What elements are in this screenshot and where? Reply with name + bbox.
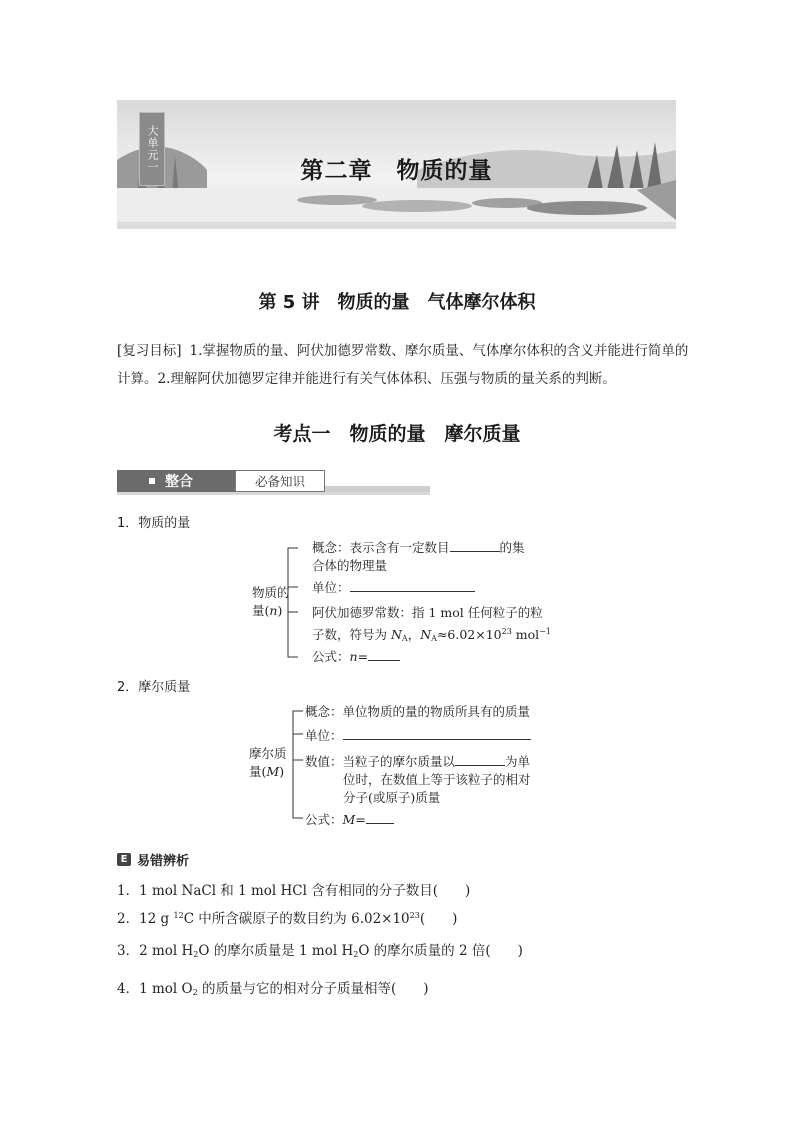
section1-root-line1: 物质的 [252,585,290,600]
zhenghe-section-bar [117,470,430,492]
section2-root-line2: 量(M) [249,764,285,779]
yicuo-item-4: 4．1 mol $O_2$ 的质量与它的相对分子质量相等( ) [117,981,429,997]
section1-concept: 概念：表示含有一定数目 的集 [312,540,525,555]
section2-concept: 概念：单位物质的量的物质所具有的质量 [305,704,531,719]
blank [343,727,531,740]
blank [366,811,394,824]
section2-heading: 2．摩尔质量 [117,680,191,695]
section1-formula: 公式：n= [312,647,400,667]
kaodian-title: 考点一 物质的量 摩尔质量 [273,423,521,445]
review-objectives [117,337,691,393]
blank [450,539,500,552]
zhenghe-label: 整合 [117,470,235,492]
chapter-title: 第二章 物质的量 [300,158,493,184]
section2-value: 数值：当粒子的摩尔质量以 为单 [305,754,531,769]
objectives-text: 1.掌握物质的量、阿伏加德罗常数、摩尔质量、气体摩尔体积的含义并能进行简单的计算。2.理解阿伏加德罗定律并能进行有关气体体积、压强与物质的量关系的判断。 [117,343,689,387]
blank [455,753,505,766]
section2-unit: 单位： [305,726,531,746]
square-bullet-icon [149,478,155,484]
yicuo-item-3: 3．2 mol $H_2O$ 的摩尔质量是 1 mol $H_2O$ 的摩尔质量的 2 倍( ) [117,943,523,959]
yicuo-heading: E 易错辨析 [117,850,189,869]
section1-avogadro-line2: 子数，符号为 $N_A$，$N_A\approx 6.02\times 10^{23}$ mol$^{-1}$ [312,627,551,643]
yicuo-item-2: 2．12 g $^{12}$C 中所含碳原子的数目约为 $6.02\times 10^{23}$( ) [117,911,458,927]
section2-formula: 公式：M= [305,810,394,830]
blank [368,648,400,661]
objectives-tag: [复习目标] [117,343,182,359]
section1-avogadro-line1: 阿伏加德罗常数：指 1 mol 任何粒子的粒 [312,605,543,620]
blank [350,579,475,592]
section2-value-line2: 位时，在数值上等于该粒子的相对 [343,772,531,787]
bar-underline [117,492,430,495]
section1-heading: 1．物质的量 [117,516,191,531]
lecture-title: 第 5 讲 物质的量 气体摩尔体积 [258,292,536,313]
zhenghe-sublabel: 必备知识 [235,470,325,492]
section2-value-line3: 分子(或原子)质量 [343,790,441,805]
section2-root-line1: 摩尔质 [249,746,287,761]
error-icon: E [117,853,131,866]
section1-root-line2: 量(n) [252,603,283,618]
section1-concept-line2: 合体的物理量 [312,558,388,573]
unit-tag: 大单元一 [139,112,165,186]
yicuo-item-1: 1．1 mol NaCl 和 1 mol HCl 含有相同的分子数目( ) [117,883,471,899]
section1-unit: 单位： [312,578,475,598]
